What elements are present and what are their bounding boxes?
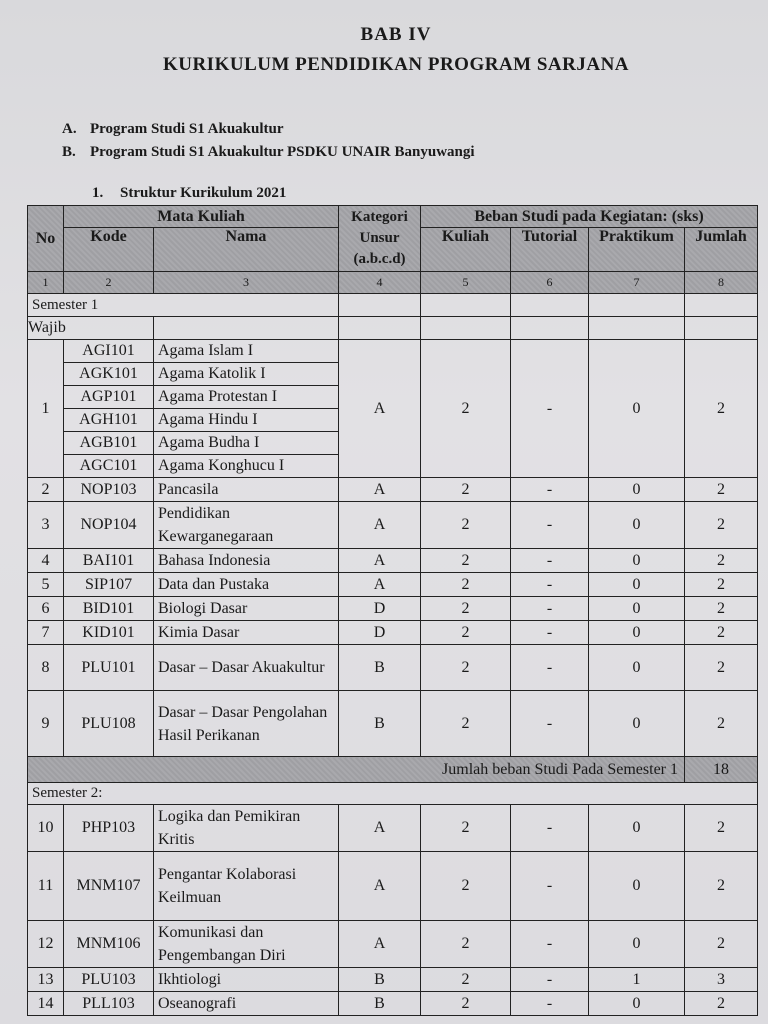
row-nama: Biologi Dasar	[154, 597, 339, 621]
row-no: 14	[28, 992, 64, 1016]
semester-1-body	[28, 478, 758, 757]
table-row	[28, 645, 758, 691]
row-kategori: A	[339, 805, 421, 852]
row-jumlah: 2	[685, 478, 758, 502]
row-nama: Oseanografi	[154, 992, 339, 1016]
row-no: 12	[28, 921, 64, 968]
table-row	[28, 478, 758, 502]
row-jumlah: 2	[685, 691, 758, 757]
row-tutorial: -	[511, 502, 589, 549]
row-kuliah: 2	[421, 968, 511, 992]
total-label: Jumlah beban Studi Pada Semester 1	[28, 757, 685, 783]
row-nama: Data dan Pustaka	[154, 573, 339, 597]
row-praktikum: 0	[589, 573, 685, 597]
row-tutorial: -	[511, 549, 589, 573]
row-kuliah: 2	[421, 478, 511, 502]
row-kode: NOP104	[64, 502, 154, 549]
row-jumlah: 3	[685, 968, 758, 992]
row-jumlah: 2	[685, 340, 758, 478]
column-number: 7	[589, 272, 685, 294]
table-row	[28, 921, 758, 968]
program-item-a	[62, 121, 284, 138]
row-praktikum: 0	[589, 502, 685, 549]
row-nama: Pendidikan Kewarganegaraan	[154, 502, 339, 549]
table-row	[28, 340, 758, 363]
row-tutorial: -	[511, 805, 589, 852]
row-kuliah: 2	[421, 621, 511, 645]
row-kategori: D	[339, 621, 421, 645]
row-kategori: A	[339, 921, 421, 968]
row-praktikum: 0	[589, 921, 685, 968]
row-kode: KID101	[64, 621, 154, 645]
row-tutorial: -	[511, 645, 589, 691]
table-row	[28, 502, 758, 549]
row-praktikum: 0	[589, 478, 685, 502]
row-nama: Dasar – Dasar Akuakultur	[154, 645, 339, 691]
row-no: 11	[28, 852, 64, 921]
row-kode: PLU103	[64, 968, 154, 992]
column-number: 8	[685, 272, 758, 294]
column-number: 6	[511, 272, 589, 294]
row-jumlah: 2	[685, 921, 758, 968]
row-tutorial: -	[511, 691, 589, 757]
column-number: 3	[154, 272, 339, 294]
row-no: 10	[28, 805, 64, 852]
wajib-label: Wajib	[28, 317, 154, 340]
row-kuliah: 2	[421, 340, 511, 478]
table-row	[28, 992, 758, 1016]
row-praktikum: 0	[589, 597, 685, 621]
row-kategori: A	[339, 340, 421, 478]
row-kode: NOP103	[64, 478, 154, 502]
chapter-title: KURIKULUM PENDIDIKAN PROGRAM SARJANA	[162, 54, 630, 75]
row-kode: AGH101	[64, 409, 154, 432]
row-kuliah: 2	[421, 597, 511, 621]
program-text: Program Studi S1 Akuakultur	[90, 121, 284, 137]
row-kode: AGP101	[64, 386, 154, 409]
program-marker: A.	[62, 121, 77, 137]
row-nama: Kimia Dasar	[154, 621, 339, 645]
row-nama: Agama Protestan I	[154, 386, 339, 409]
column-number: 5	[421, 272, 511, 294]
row-no: 13	[28, 968, 64, 992]
row-kode: AGI101	[64, 340, 154, 363]
table-row	[28, 805, 758, 852]
row-kuliah: 2	[421, 645, 511, 691]
row-tutorial: -	[511, 992, 589, 1016]
row-kategori: D	[339, 597, 421, 621]
row-nama: Agama Islam I	[154, 340, 339, 363]
row-kode: BID101	[64, 597, 154, 621]
header-kode: Kode	[64, 228, 154, 272]
header-beban-studi: Beban Studi pada Kegiatan: (sks)	[421, 206, 758, 228]
section-marker: 1.	[92, 185, 104, 201]
row-no: 2	[28, 478, 64, 502]
wajib-row	[28, 317, 758, 340]
header-kategori: Kategori Unsur (a.b.c.d)	[339, 206, 421, 272]
row-praktikum: 0	[589, 621, 685, 645]
row-tutorial: -	[511, 573, 589, 597]
semester-label: Semester 2:	[28, 783, 758, 805]
row-jumlah: 2	[685, 573, 758, 597]
row-no: 8	[28, 645, 64, 691]
row-jumlah: 2	[685, 549, 758, 573]
row-kode: SIP107	[64, 573, 154, 597]
header-praktikum: Praktikum	[589, 228, 685, 272]
program-marker: B.	[62, 144, 76, 160]
table-row	[28, 968, 758, 992]
row-jumlah: 2	[685, 502, 758, 549]
row-nama: Ikhtiologi	[154, 968, 339, 992]
column-number: 4	[339, 272, 421, 294]
row-tutorial: -	[511, 621, 589, 645]
row-no: 1	[28, 340, 64, 478]
column-number: 2	[64, 272, 154, 294]
row-nama: Bahasa Indonesia	[154, 549, 339, 573]
row-kode: AGC101	[64, 455, 154, 478]
column-number-row	[28, 272, 758, 294]
row-no: 3	[28, 502, 64, 549]
row-kategori: A	[339, 852, 421, 921]
header-nama: Nama	[154, 228, 339, 272]
section-text: Struktur Kurikulum 2021	[120, 185, 287, 201]
row-kode: AGB101	[64, 432, 154, 455]
row-praktikum: 0	[589, 340, 685, 478]
header-no: No	[28, 206, 64, 272]
table-row	[28, 621, 758, 645]
table-row	[28, 549, 758, 573]
semester-label: Semester 1	[28, 294, 339, 317]
row-kode: PHP103	[64, 805, 154, 852]
row-kode: BAI101	[64, 549, 154, 573]
table-row	[28, 691, 758, 757]
row-nama: Dasar – Dasar Pengolahan Hasil Perikanan	[154, 691, 339, 757]
program-text: Program Studi S1 Akuakultur PSDKU UNAIR Banyuwangi	[90, 144, 475, 160]
row-no: 4	[28, 549, 64, 573]
row-kategori: B	[339, 992, 421, 1016]
row-jumlah: 2	[685, 852, 758, 921]
row-nama: Agama Konghucu I	[154, 455, 339, 478]
row-kategori: B	[339, 645, 421, 691]
row-nama: Komunikasi dan Pengembangan Diri	[154, 921, 339, 968]
row-kategori: B	[339, 968, 421, 992]
row-praktikum: 1	[589, 968, 685, 992]
row-praktikum: 0	[589, 691, 685, 757]
row-nama: Pancasila	[154, 478, 339, 502]
row-kuliah: 2	[421, 921, 511, 968]
table-row	[28, 573, 758, 597]
header-mata-kuliah: Mata Kuliah	[64, 206, 339, 228]
row-praktikum: 0	[589, 549, 685, 573]
total-value: 18	[685, 757, 758, 783]
row-jumlah: 2	[685, 645, 758, 691]
row-kuliah: 2	[421, 691, 511, 757]
row-no: 5	[28, 573, 64, 597]
header-jumlah: Jumlah	[685, 228, 758, 272]
row-nama: Agama Hindu I	[154, 409, 339, 432]
row-nama: Agama Katolik I	[154, 363, 339, 386]
row-tutorial: -	[511, 921, 589, 968]
program-item-b	[62, 144, 475, 161]
chapter-heading: BAB IV	[360, 24, 432, 45]
semester-1-total-row	[28, 757, 758, 783]
row-jumlah: 2	[685, 992, 758, 1016]
semester-2-body	[28, 805, 758, 1016]
row-kategori: A	[339, 573, 421, 597]
row-jumlah: 2	[685, 805, 758, 852]
row-praktikum: 0	[589, 992, 685, 1016]
row-tutorial: -	[511, 478, 589, 502]
row-tutorial: -	[511, 968, 589, 992]
row-jumlah: 2	[685, 621, 758, 645]
row-kuliah: 2	[421, 549, 511, 573]
section-heading	[92, 185, 286, 202]
semester-1-row	[28, 294, 758, 317]
row-kode: PLU101	[64, 645, 154, 691]
row-no: 7	[28, 621, 64, 645]
row-kode: MNM106	[64, 921, 154, 968]
row-nama: Logika dan Pemikiran Kritis	[154, 805, 339, 852]
row-jumlah: 2	[685, 597, 758, 621]
row-nama: Pengantar Kolaborasi Keilmuan	[154, 852, 339, 921]
table-row	[28, 597, 758, 621]
row-tutorial: -	[511, 852, 589, 921]
row-nama: Agama Budha I	[154, 432, 339, 455]
row-kode: PLU108	[64, 691, 154, 757]
header-kuliah: Kuliah	[421, 228, 511, 272]
row-kuliah: 2	[421, 805, 511, 852]
row-no: 9	[28, 691, 64, 757]
row-kode: MNM107	[64, 852, 154, 921]
row-kuliah: 2	[421, 573, 511, 597]
row-no: 6	[28, 597, 64, 621]
row-kode: AGK101	[64, 363, 154, 386]
table-row	[28, 852, 758, 921]
row-kategori: B	[339, 691, 421, 757]
header-tutorial: Tutorial	[511, 228, 589, 272]
row-praktikum: 0	[589, 852, 685, 921]
row-tutorial: -	[511, 340, 589, 478]
row-kuliah: 2	[421, 992, 511, 1016]
curriculum-table	[27, 205, 758, 1016]
row-kategori: A	[339, 549, 421, 573]
semester-2-row	[28, 783, 758, 805]
row-praktikum: 0	[589, 645, 685, 691]
column-number: 1	[28, 272, 64, 294]
row-kuliah: 2	[421, 502, 511, 549]
row-praktikum: 0	[589, 805, 685, 852]
row-kode: PLL103	[64, 992, 154, 1016]
row-kategori: A	[339, 502, 421, 549]
row-kategori: A	[339, 478, 421, 502]
row-kuliah: 2	[421, 852, 511, 921]
row-tutorial: -	[511, 597, 589, 621]
